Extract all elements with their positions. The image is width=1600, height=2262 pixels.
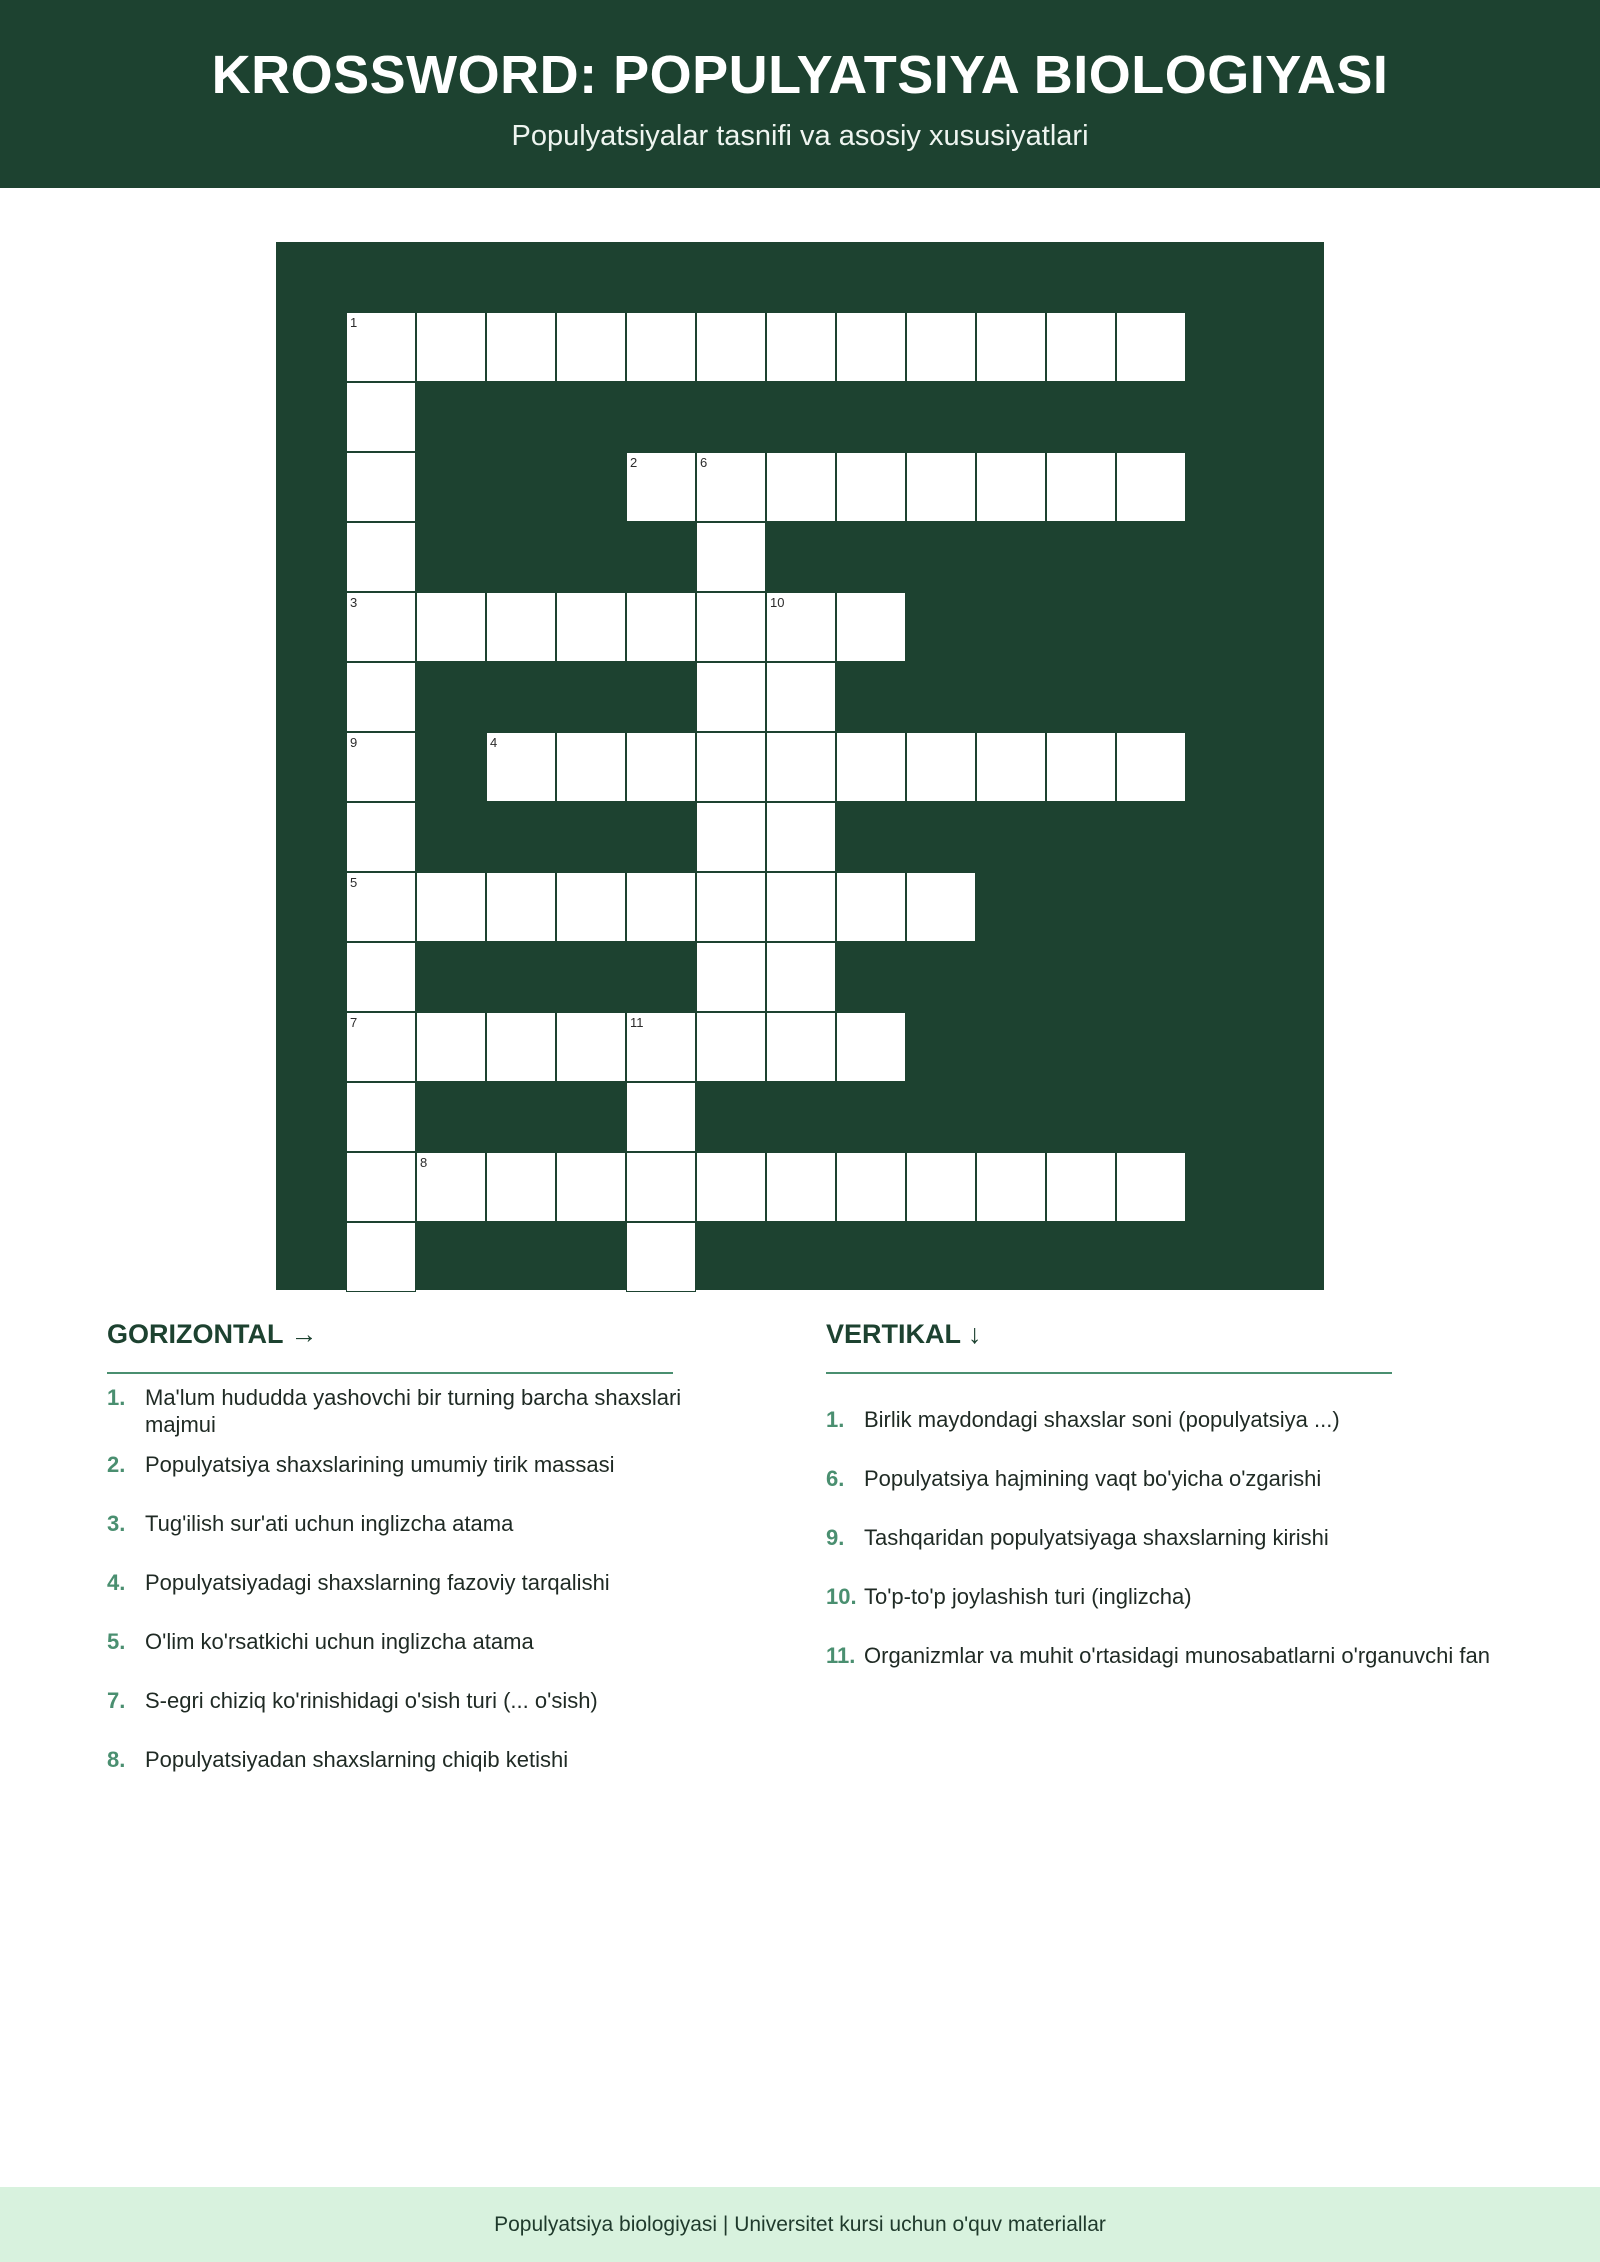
crossword-cell[interactable] [766, 732, 836, 802]
across-clue [107, 1384, 747, 1438]
cell-number: 11 [630, 1015, 644, 1030]
crossword-cell[interactable] [626, 872, 696, 942]
clue-text: Populyatsiyadan shaxslarning chiqib ketishi [145, 1747, 569, 1772]
across-clue [107, 1687, 747, 1714]
crossword-cell[interactable] [556, 592, 626, 662]
crossword-cell[interactable] [976, 452, 1046, 522]
crossword-cell[interactable] [346, 942, 416, 1012]
clue-text: O'lim ko'rsatkichi uchun inglizcha atama [145, 1629, 534, 1654]
crossword-cell[interactable] [906, 872, 976, 942]
cell-number: 8 [420, 1155, 428, 1170]
crossword-cell[interactable] [416, 592, 486, 662]
crossword-cell[interactable] [976, 732, 1046, 802]
across-clue [107, 1628, 747, 1655]
clue-text: Populyatsiya hajmining vaqt bo'yicha o'zgarishi [864, 1466, 1322, 1491]
crossword-cell[interactable] [486, 1012, 556, 1082]
clue-number: 5. [107, 1629, 126, 1654]
crossword-cell[interactable] [1046, 1152, 1116, 1222]
crossword-cell[interactable] [486, 592, 556, 662]
crossword-cell[interactable] [696, 522, 766, 592]
crossword-cell[interactable] [766, 452, 836, 522]
crossword-cell[interactable] [836, 732, 906, 802]
cell-number: 10 [770, 595, 785, 610]
crossword-cell[interactable] [626, 1222, 696, 1292]
crossword-cell[interactable] [346, 592, 416, 662]
crossword-cell[interactable] [906, 732, 976, 802]
crossword-cell[interactable] [1046, 732, 1116, 802]
clue-text: Populyatsiyadagi shaxslarning fazoviy tarqalishi [145, 1570, 610, 1595]
crossword-cell[interactable] [766, 942, 836, 1012]
cell-number: 5 [350, 875, 358, 890]
cell-number: 9 [350, 735, 358, 750]
clue-text: To'p-to'p joylashish turi (inglizcha) [864, 1584, 1192, 1609]
crossword-cell[interactable] [626, 1012, 696, 1082]
crossword-cell[interactable] [766, 1152, 836, 1222]
crossword-cell[interactable] [766, 662, 836, 732]
down-heading: VERTIKAL ↓ [826, 1319, 982, 1349]
crossword-cell[interactable] [906, 1152, 976, 1222]
crossword-cell[interactable] [626, 312, 696, 382]
crossword-cell[interactable] [346, 1152, 416, 1222]
crossword-cell[interactable] [696, 592, 766, 662]
crossword-cell[interactable] [696, 312, 766, 382]
down-clue [826, 1406, 1536, 1433]
crossword-cell[interactable] [696, 452, 766, 522]
crossword-cell[interactable] [486, 312, 556, 382]
down-clues [826, 1310, 1536, 1668]
crossword-cell[interactable] [346, 1222, 416, 1292]
crossword-cell[interactable] [766, 872, 836, 942]
crossword-cell[interactable] [346, 802, 416, 872]
crossword-cell[interactable] [836, 872, 906, 942]
down-clue [826, 1583, 1536, 1610]
clue-text: Birlik maydondagi shaxslar soni (populyatsiya ...) [864, 1407, 1340, 1432]
crossword-cell[interactable] [766, 312, 836, 382]
crossword-cell[interactable] [696, 872, 766, 942]
down-clue [826, 1465, 1536, 1492]
clue-number: 1. [107, 1385, 126, 1410]
clue-number: 3. [107, 1511, 126, 1536]
crossword-cell[interactable] [836, 1012, 906, 1082]
clue-text: Tashqaridan populyatsiyaga shaxslarning kirishi [864, 1525, 1329, 1550]
crossword-cell[interactable] [1116, 732, 1186, 802]
crossword-cell[interactable] [346, 872, 416, 942]
crossword-cell[interactable] [696, 732, 766, 802]
crossword-cell[interactable] [626, 452, 696, 522]
down-divider [826, 1372, 1392, 1374]
crossword-cell[interactable] [836, 452, 906, 522]
down-clue [826, 1642, 1536, 1669]
crossword-cell[interactable] [346, 452, 416, 522]
crossword-cell[interactable] [1046, 312, 1116, 382]
crossword-cell[interactable] [1116, 1152, 1186, 1222]
crossword-cell[interactable] [556, 1152, 626, 1222]
clue-text: Organizmlar va muhit o'rtasidagi munosabatlarni o'rganuvchi fan [864, 1643, 1490, 1668]
cell-number: 7 [350, 1015, 358, 1030]
cell-number: 1 [350, 315, 358, 330]
crossword-cell[interactable] [976, 1152, 1046, 1222]
crossword-cell[interactable] [696, 662, 766, 732]
across-clues [107, 1310, 747, 1772]
clue-text: Tug'ilish sur'ati uchun inglizcha atama [145, 1511, 514, 1536]
across-clue [107, 1510, 747, 1537]
crossword-cell[interactable] [346, 312, 416, 382]
crossword-cell[interactable] [346, 1012, 416, 1082]
clue-number: 11. [826, 1643, 856, 1668]
crossword-cell[interactable] [416, 872, 486, 942]
crossword-cell[interactable] [556, 1012, 626, 1082]
clue-text: Populyatsiya shaxslarining umumiy tirik massasi [145, 1452, 615, 1477]
crossword-cell[interactable] [836, 592, 906, 662]
across-divider [107, 1372, 673, 1374]
crossword-cell[interactable] [626, 732, 696, 802]
page-header [0, 0, 1600, 188]
cell-number: 2 [630, 455, 638, 470]
crossword-cell[interactable] [626, 1082, 696, 1152]
crossword-cell[interactable] [1046, 452, 1116, 522]
crossword-cell[interactable] [696, 942, 766, 1012]
crossword-cell[interactable] [556, 312, 626, 382]
crossword-cell[interactable] [766, 592, 836, 662]
across-clue [107, 1569, 747, 1596]
crossword-cell[interactable] [416, 1012, 486, 1082]
crossword-cell[interactable] [696, 1152, 766, 1222]
crossword-cell[interactable] [346, 1082, 416, 1152]
clue-text: Ma'lum hududda yashovchi bir turning barcha shaxslari majmui [145, 1385, 682, 1437]
across-clue [107, 1746, 747, 1773]
crossword-grid [276, 242, 1324, 1290]
page-subtitle: Populyatsiyalar tasnifi va asosiy xususiyatlari [511, 120, 1089, 152]
clue-number: 9. [826, 1525, 845, 1550]
cell-number: 3 [350, 595, 358, 610]
crossword-cell[interactable] [556, 732, 626, 802]
crossword-cell[interactable] [976, 312, 1046, 382]
clue-number: 1. [826, 1407, 845, 1432]
crossword-cell[interactable] [766, 802, 836, 872]
clue-number: 4. [107, 1570, 126, 1595]
clue-number: 2. [107, 1452, 126, 1477]
crossword-cell[interactable] [626, 592, 696, 662]
crossword-cell[interactable] [346, 382, 416, 452]
crossword-cell[interactable] [836, 1152, 906, 1222]
crossword-cell[interactable] [556, 872, 626, 942]
clue-number: 6. [826, 1466, 845, 1491]
crossword-cell[interactable] [1116, 452, 1186, 522]
crossword-cell[interactable] [626, 1152, 696, 1222]
crossword-cell[interactable] [1116, 312, 1186, 382]
cell-number: 6 [700, 455, 708, 470]
cell-number: 4 [490, 735, 498, 750]
clue-number: 8. [107, 1747, 126, 1772]
crossword-cell[interactable] [416, 1152, 486, 1222]
down-clue [826, 1524, 1536, 1551]
clue-text: S-egri chiziq ko'rinishidagi o'sish turi (... o'sish) [145, 1688, 598, 1713]
clue-number: 10. [826, 1584, 857, 1609]
crossword-cell[interactable] [486, 872, 556, 942]
crossword-cell[interactable] [486, 732, 556, 802]
crossword-cell[interactable] [346, 522, 416, 592]
crossword-cell[interactable] [696, 1012, 766, 1082]
crossword-cell[interactable] [906, 312, 976, 382]
crossword-cell[interactable] [416, 312, 486, 382]
across-heading: GORIZONTAL → [107, 1319, 318, 1349]
crossword-cell[interactable] [906, 452, 976, 522]
crossword-cell[interactable] [346, 732, 416, 802]
crossword-cell[interactable] [486, 1152, 556, 1222]
page-footer: Populyatsiya biologiyasi | Universitet kursi uchun o'quv materiallar [0, 2187, 1600, 2262]
crossword-cell[interactable] [696, 802, 766, 872]
crossword-cell[interactable] [766, 1012, 836, 1082]
crossword-cell[interactable] [836, 312, 906, 382]
clue-number: 7. [107, 1688, 126, 1713]
across-clue [107, 1451, 747, 1478]
crossword-cell[interactable] [346, 662, 416, 732]
page-title: KROSSWORD: POPULYATSIYA BIOLOGIYASI [211, 45, 1389, 105]
